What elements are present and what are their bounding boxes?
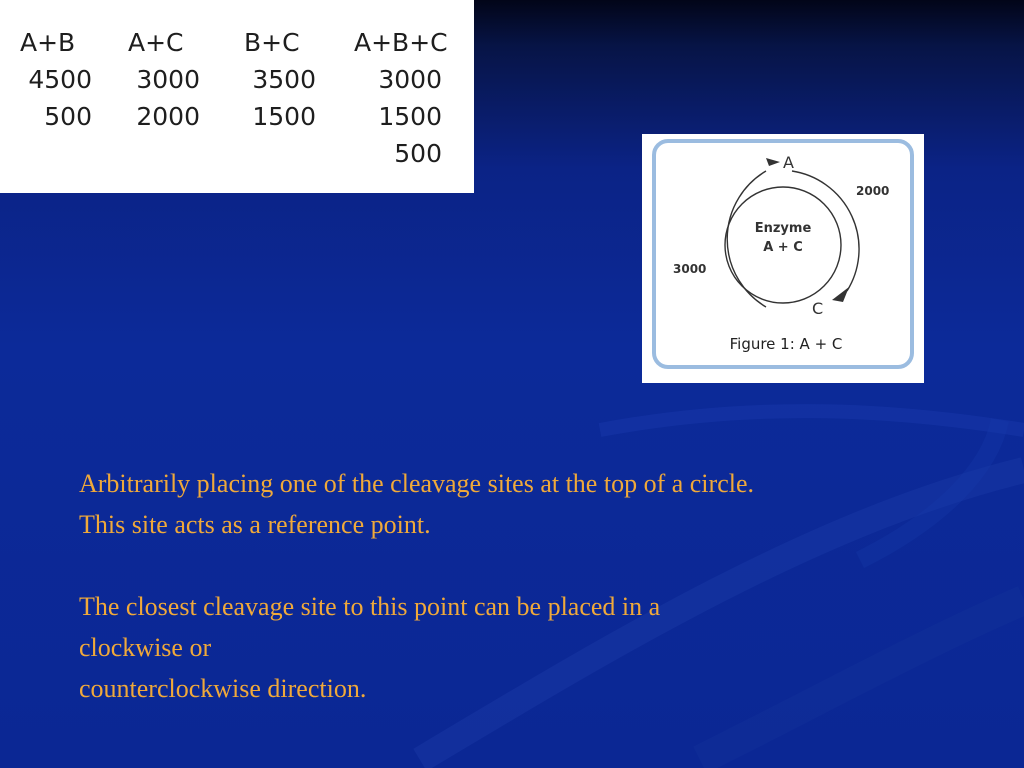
fragment-size-table [0, 0, 474, 193]
table-cell: 4500 [28, 65, 92, 94]
paragraph-gap [79, 545, 959, 586]
table-column-ab [20, 24, 92, 135]
text-line: counterclockwise direction. [79, 674, 367, 703]
restriction-map-figure [642, 134, 924, 383]
table-cell: 1500 [252, 102, 316, 131]
table-cell: 3000 [378, 65, 442, 94]
column-header: A+B [20, 28, 76, 57]
text-line: clockwise or [79, 633, 212, 662]
table-column-bc [244, 24, 316, 135]
enzyme-pair-label: A + C [763, 240, 803, 255]
site-c-label: C [812, 299, 824, 318]
restriction-map-diagram [642, 134, 924, 383]
table-cell: 3500 [252, 65, 316, 94]
table-cell: 2000 [136, 102, 200, 131]
site-a-label: A [783, 153, 794, 172]
figure-caption: Figure 1: A + C [729, 335, 843, 353]
text-line: Arbitrarily placing one of the cleavage sites at the top of a circle. [79, 469, 754, 498]
column-header: A+C [128, 28, 184, 57]
table-cell: 500 [44, 102, 92, 131]
explanation-text [79, 463, 959, 709]
distance-right-label: 2000 [856, 184, 890, 198]
text-line: This site acts as a reference point. [79, 510, 431, 539]
table-column-abc [354, 24, 448, 172]
text-line: The closest cleavage site to this point can be placed in a [79, 592, 661, 621]
enzyme-label: Enzyme [754, 221, 812, 236]
column-header: A+B+C [354, 28, 448, 57]
table-column-ac [128, 24, 200, 135]
table-cell: 500 [394, 139, 442, 168]
column-header: B+C [244, 28, 300, 57]
table-cell: 1500 [378, 102, 442, 131]
distance-left-label: 3000 [673, 262, 707, 276]
table-cell: 3000 [136, 65, 200, 94]
